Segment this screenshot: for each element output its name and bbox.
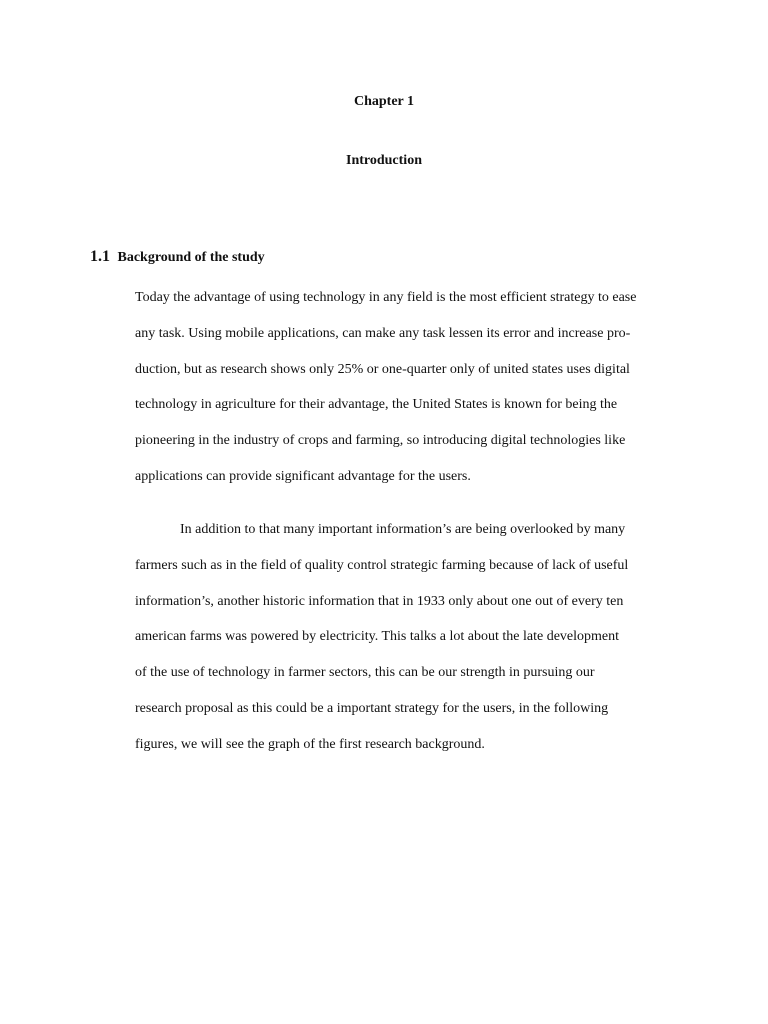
- section-title: Background of the study: [117, 250, 265, 265]
- paragraph-line: information’s, another historic information that in 1933 only about one out of every ten: [135, 593, 624, 609]
- paragraph-line: american farms was powered by electricity. This talks a lot about the late development: [135, 629, 619, 645]
- chapter-title: Introduction: [346, 153, 422, 168]
- paragraph-line: pioneering in the industry of crops and farming, so introducing digital technologies like: [135, 433, 626, 449]
- paragraph-line: technology in agriculture for their advantage, the United States is known for being the: [135, 397, 618, 413]
- paragraph-line: applications can provide significant advantage for the users.: [135, 468, 471, 484]
- paragraph-line: In addition to that many important information’s are being overlooked by many: [180, 522, 626, 537]
- paragraph-line: research proposal as this could be a important strategy for the users, in the following: [135, 700, 609, 716]
- paragraph-1: [135, 288, 680, 503]
- paragraph-line: Today the advantage of using technology in any field is the most efficient strategy to ease: [135, 290, 637, 305]
- paragraph-line: of the use of technology in farmer sectors, this can be our strength in pursuing our: [135, 665, 595, 681]
- paragraph-line: any task. Using mobile applications, can make any task lessen its error and increase pro-: [135, 325, 631, 341]
- paragraph-line: duction, but as research shows only 25% or one-quarter only of united states uses digital: [135, 361, 630, 377]
- section-heading: [90, 248, 265, 266]
- paragraph-line: farmers such as in the field of quality control strategic farming because of lack of useful: [135, 557, 629, 573]
- section-number: 1.1: [90, 248, 110, 265]
- paragraph-2: [135, 520, 680, 771]
- chapter-label: Chapter 1: [353, 94, 415, 109]
- paragraph-line: figures, we will see the graph of the first research background.: [135, 736, 485, 752]
